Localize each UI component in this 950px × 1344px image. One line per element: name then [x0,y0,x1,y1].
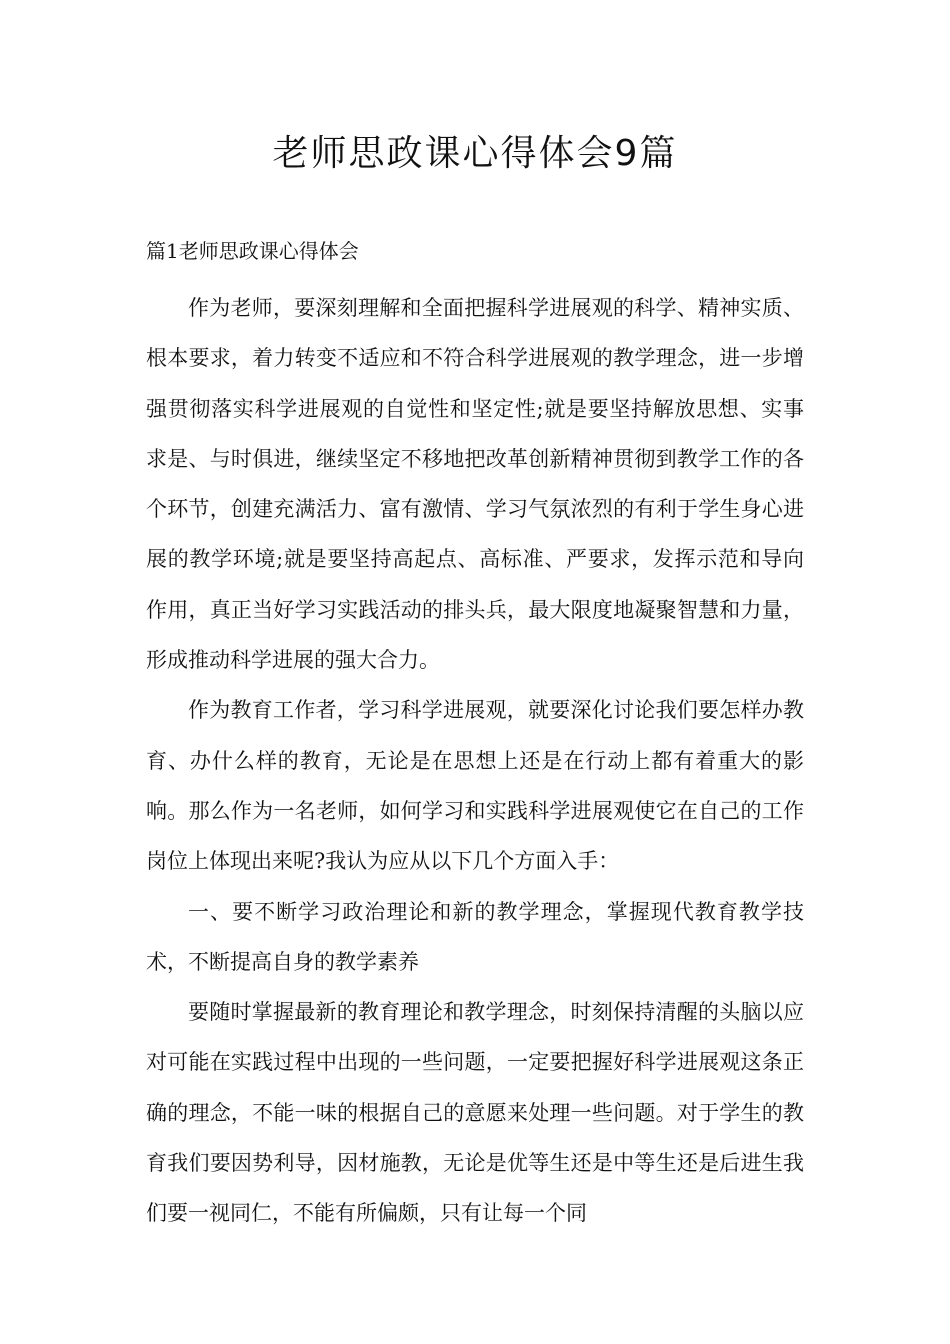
paragraph: 一、要不断学习政治理论和新的教学理念，掌握现代教育教学技术，不断提高自身的教学素养 [146,899,804,974]
document-body [146,283,804,1239]
document-title: 老师思政课心得体会9篇 [272,133,678,174]
paragraph: 要随时掌握最新的教育理论和教学理念，时刻保持清醒的头脑以应对可能在实践过程中出现的一些问题，一定要把握好科学进展观这条正确的理念，不能一味的根据自己的意愿来处理一些问题。对于学生的教育我们要因势利导，因材施教，无论是优等生还是中等生还是后进生我们要一视同仁，不能有所偏颇，只有让每一个同 [146,1000,804,1226]
paragraph: 作为教育工作者，学习科学进展观，就要深化讨论我们要怎样办教育、办什么样的教育，无论是在思想上还是在行动上都有着重大的影响。那么作为一名老师，如何学习和实践科学进展观使它在自己的工作岗位上体现出来呢?我认为应从以下几个方面入手： [146,698,804,874]
paragraph: 作为老师，要深刻理解和全面把握科学进展观的科学、精神实质、根本要求，着力转变不适应和不符合科学进展观的教学理念，进一步增强贯彻落实科学进展观的自觉性和坚定性;就是要坚持解放思想、实事求是、与时俱进，继续坚定不移地把改革创新精神贯彻到教学工作的各个环节，创建充满活力、富有激情、学习气氛浓烈的有利于学生身心进展的教学环境;就是要坚持高起点、高标准、严要求，发挥示范和导向作用，真正当好学习实践活动的排头兵，最大限度地凝聚智慧和力量，形成推动科学进展的强大合力。 [146,296,804,673]
section-heading: 篇1老师思政课心得体会 [146,239,359,263]
